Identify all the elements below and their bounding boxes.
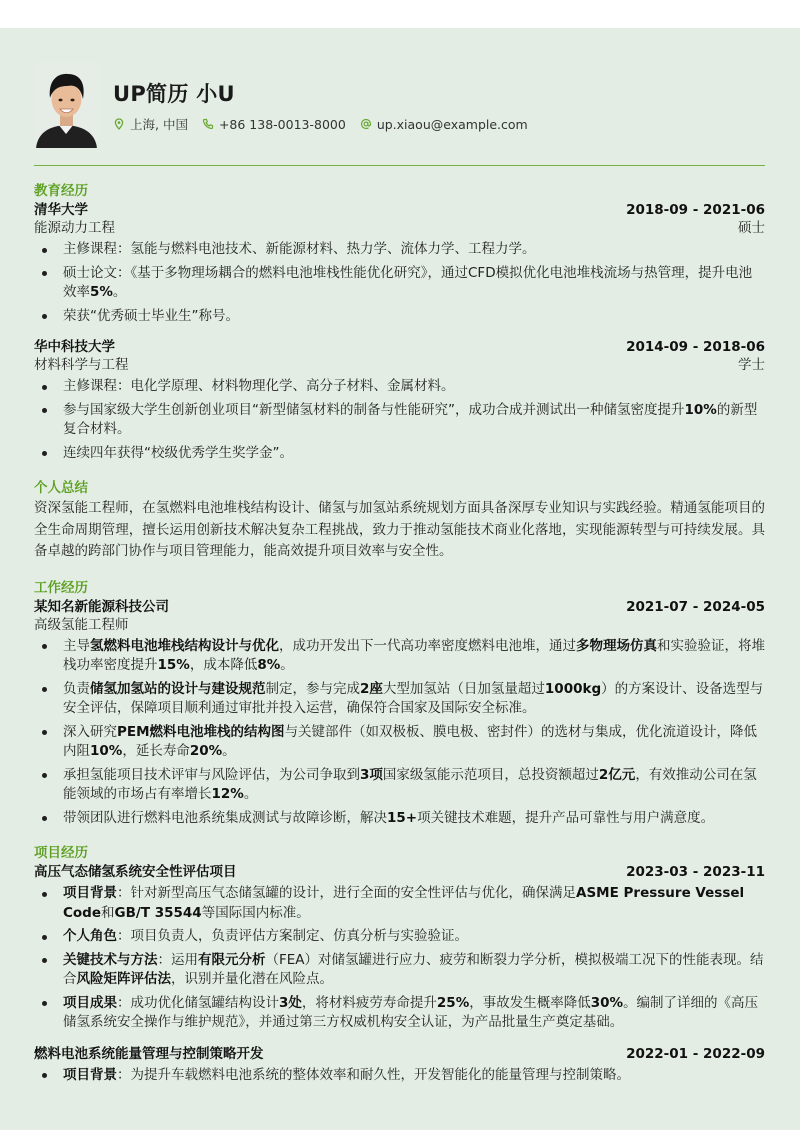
education-entry [34,201,765,326]
job-title: 高级氢能工程师 [34,616,129,633]
highlight-text: 有限元分析 [198,951,266,968]
map-pin-icon [113,118,125,130]
bullet-item: 带领团队进行燃料电池系统集成测试与故障诊断，解决15+项关键技术难题，提升产品可靠性与用户满意度。 [34,809,765,829]
project-date: 2023-03 - 2023-11 [626,864,765,880]
bullet-item: 参与国家级大学生创新创业项目“新型储氢材料的制备与性能研究”，成功合成并测试出一种储氢密度提升10%的新型复合材料。 [34,401,765,440]
highlight-text: 10% [684,401,717,418]
email-text: up.xiaou@example.com [376,116,528,132]
bullet-item: 深入研究PEM燃料电池堆栈的结构图与关键部件（如双极板、膜电极、密封件）的选材与集成，优化流道设计，降低内阻10%，延长寿命20%。 [34,723,765,762]
major-name: 材料科学与工程 [34,357,129,373]
phone-icon [202,118,214,130]
education-bullets [34,377,765,463]
candidate-name: UP简历 小U [113,82,235,106]
resume-content [34,28,765,1083]
project-bullets [34,884,765,1033]
bullet-item: 荣获“优秀硕士毕业生”称号。 [34,307,765,327]
highlight-text: 25% [436,994,470,1011]
highlight-text: 10% [90,743,123,759]
bullet-item: 主修课程：氢能与燃料电池技术、新能源材料、热力学、流体力学、工程力学。 [34,240,765,260]
education-sub-row [34,219,765,237]
major-name: 能源动力工程 [34,220,115,236]
summary-section [34,479,765,563]
resume-sections [34,182,765,1101]
education-header-row [34,338,765,356]
contact-email[interactable] [360,117,528,132]
resume-page [0,28,800,1130]
bullet-item: 承担氢能项目技术评审与风险评估，为公司争取到3项国家级氢能示范项目，总投资额超过2亿元，有效推动公司在氢能领域的市场占有率增长12%。 [34,766,765,805]
education-date: 2014-09 - 2018-06 [626,339,765,355]
project-name: 高压气态储氢系统安全性评估项目 [34,864,237,880]
work-entry [34,598,765,829]
degree-name: 硕士 [738,220,765,236]
bullet-item: 主修课程：电化学原理、材料物理化学、高分子材料、金属材料。 [34,377,765,397]
highlight-text: 15% [157,657,190,673]
section-title-work: 工作经历 [34,579,88,596]
project-name: 燃料电池系统能量管理与控制策略开发 [34,1045,264,1062]
bullet-item: 主导氢燃料电池堆栈结构设计与优化，成功开发出下一代高功率密度燃料电池堆，通过多物理场仿真和实验验证，将堆栈功率密度提升15%，成本降低8%。 [34,637,765,676]
highlight-text: 8% [257,657,281,673]
bullet-item: 硕士论文：《基于多物理场耦合的燃料电池堆栈性能优化研究》，通过CFD模拟优化电池堆栈流场与热管理，提升电池效率5%。 [34,264,765,303]
highlight-text: 风险矩阵评估法 [76,971,171,987]
highlight-text: 2座 [360,680,383,697]
education-section [34,182,765,463]
highlight-text: 15+ [387,809,418,826]
project-header-row [34,863,765,881]
resume-header [34,28,765,165]
location-text: 上海, 中国 [130,117,188,132]
highlight-text: 多物理场仿真 [576,637,657,654]
highlight-text: ASME Pressure Vessel Code [63,885,745,921]
avatar [34,62,99,148]
work-header-row [34,598,765,616]
education-header-row [34,201,765,219]
bullet-item: 项目成果：成功优化储氢罐结构设计3处，将材料疲劳寿命提升25%，事故发生概率降低30%。编制了详细的《高压储氢系统安全操作与维护规范》，并通过第三方权威机构安全认证，为产品批量生产奠定基础。 [34,994,765,1033]
bullet-item: 项目背景：针对新型高压气态储氢罐的设计，进行全面的安全性评估与优化，确保满足ASME Pressure Vessel Code和GB/T 35544等国际国内标准。 [34,884,765,923]
projects-section [34,844,765,1085]
highlight-text: 3项 [360,766,383,783]
bullet-item: 连续四年获得“校级优秀学生奖学金”。 [34,444,765,464]
project-entry [34,863,765,1033]
highlight-text: 氢燃料电池堆栈结构设计与优化 [90,637,279,654]
work-sub-row [34,616,765,634]
contact-location [113,115,188,133]
school-name: 清华大学 [34,202,88,218]
section-title-projects: 项目经历 [34,845,88,861]
highlight-text: 储氢加氢站的设计与建设规范 [90,680,266,697]
work-section [34,579,765,829]
highlight-text: 12% [211,786,244,802]
project-date: 2022-01 - 2022-09 [626,1045,765,1062]
work-bullets [34,637,765,829]
education-bullets [34,240,765,326]
highlight-text: 2亿元 [598,766,636,783]
phone-text: +86 138-0013-8000 [218,116,346,132]
contact-bar [113,115,528,133]
bullet-item: 关键技术与方法：运用有限元分析（FEA）对储氢罐进行应力、疲劳和断裂力学分析，模拟极端工况下的性能表现。结合风险矩阵评估法，识别并量化潜在风险点。 [34,951,765,990]
person-photo-icon [34,62,99,148]
highlight-text: PEM燃料电池堆栈的结构图 [117,723,285,740]
highlight-text: 项目背景 [63,1066,117,1083]
degree-name: 学士 [738,357,765,373]
at-icon [360,118,372,130]
highlight-text: 20% [189,743,223,759]
highlight-text: 关键技术与方法 [63,951,158,968]
section-title-summary: 个人总结 [34,480,88,496]
highlight-text: 1000kg [544,680,602,697]
project-bullets [34,1066,765,1086]
education-entry [34,338,765,463]
project-entry [34,1045,765,1086]
header-divider [34,165,765,166]
highlight-text: 5% [90,284,113,300]
bullet-item: 个人角色：项目负责人，负责评估方案制定、仿真分析与实验验证。 [34,927,765,947]
project-header-row [34,1045,765,1063]
highlight-text: GB/T 35544 [114,904,202,921]
highlight-text: 项目背景 [63,885,117,901]
company-name: 某知名新能源科技公司 [34,598,169,615]
bullet-item: 项目背景：为提升车载燃料电池系统的整体效率和耐久性，开发智能化的能量管理与控制策略。 [34,1066,765,1086]
summary-text: 资深氢能工程师，在氢燃料电池堆栈结构设计、储氢与加氢站系统规划方面具备深厚专业知识与实践经验。精通氢能项目的全生命周期管理，擅长运用创新技术解决复杂工程挑战，致力于推动氢能技术商业化落地，实现能源转型与可持续发展。具备卓越的跨部门协作与项目管理能力，能高效提升项目效率与安全性。 [34,500,765,559]
contact-phone[interactable] [202,117,346,132]
bullet-item: 负责储氢加氢站的设计与建设规范制定，参与完成2座大型加氢站（日加氢量超过1000kg）的方案设计、设备选型与安全评估，保障项目顺利通过审批并投入运营，确保符合国家及国际安全标准。 [34,680,765,719]
education-date: 2018-09 - 2021-06 [626,202,765,218]
work-date: 2021-07 - 2024-05 [626,598,765,615]
highlight-text: 30% [590,994,624,1011]
highlight-text: 3处 [279,994,302,1011]
school-name: 华中科技大学 [34,339,115,355]
highlight-text: 项目成果 [63,994,117,1011]
section-title-education: 教育经历 [34,183,88,199]
highlight-text: 个人角色 [63,928,117,944]
education-sub-row [34,356,765,374]
